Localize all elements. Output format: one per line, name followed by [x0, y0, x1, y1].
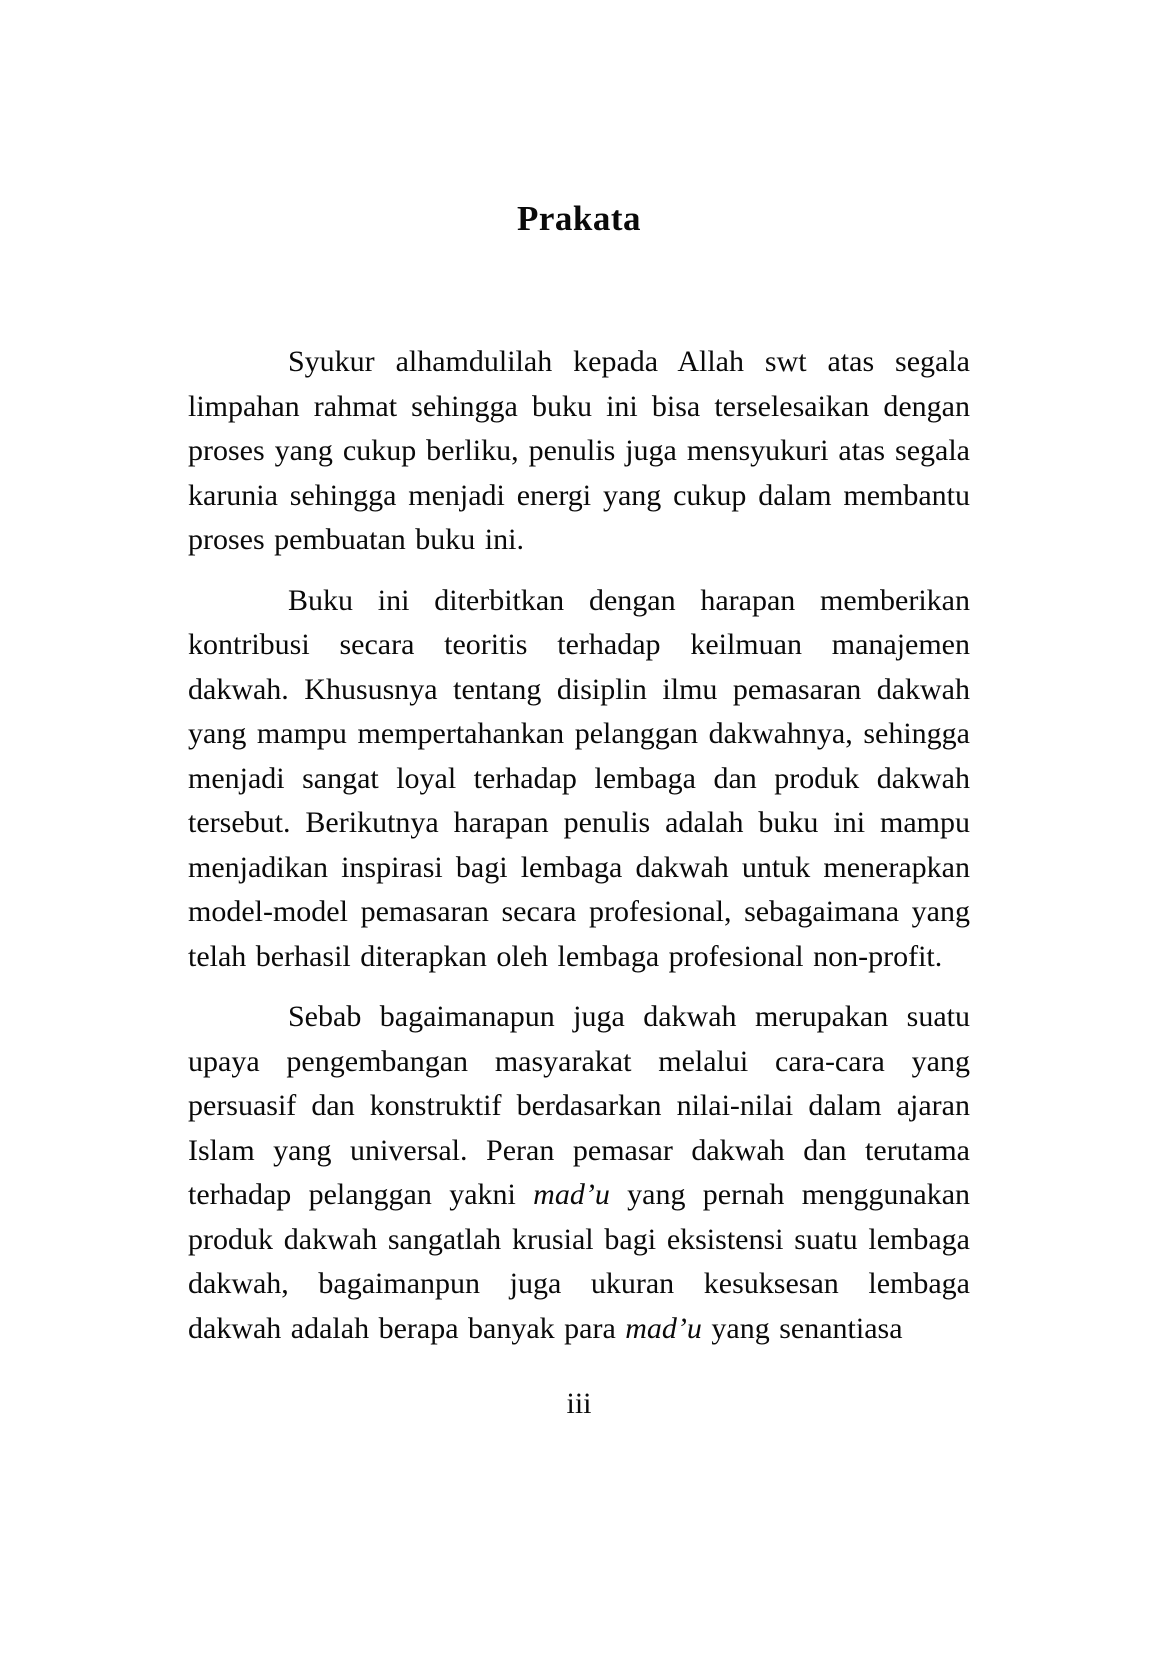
italic-term: mad’u [625, 1311, 702, 1345]
page-number: iii [566, 1387, 592, 1420]
paragraph [188, 995, 970, 1351]
text-segment: Sebab bagaimanapun juga dakwah merupakan suatu upaya pengembangan masyarakat melalui cara-cara yang persuasif dan konstruktif berdasarkan nilai-nilai dalam ajaran Islam yang universal. Peran pemasar dakwah dan terutama terhadap pelanggan yakni [188, 1000, 970, 1211]
page-title: Prakata [516, 199, 642, 238]
paragraph [188, 340, 970, 563]
text-segment: Syukur alhamdulilah kepada Allah swt atas segala limpahan rahmat sehingga buku ini bisa terselesaikan dengan proses yang cukup berliku, penulis juga mensyukuri atas segala karunia sehingga menjadi energi yang cukup dalam membantu proses pembuatan buku ini. [188, 345, 970, 556]
text-segment: yang pernah menggunakan produk dakwah sangatlah krusial bagi eksistensi suatu lembaga dakwah, bagaimanpun juga ukuran kesuksesan lembaga dakwah adalah berapa banyak para [188, 1178, 971, 1345]
italic-term: mad’u [533, 1178, 610, 1211]
paragraph [188, 579, 970, 980]
text-segment: Buku ini diterbitkan dengan harapan memberikan kontribusi secara teoritis terhadap keilmuan manajemen dakwah. Khususnya tentang disiplin ilmu pemasaran dakwah yang mampu mempertahankan pelanggan dakwahnya, sehingga menjadi sangat loyal terhadap lembaga dan produk dakwah tersebut. Berikutnya harapan penulis adalah buku ini mampu menjadikan inspirasi bagi lembaga dakwah untuk menerapkan model-model pemasaran secara profesional, sebagaimana yang telah berhasil diterapkan oleh lembaga profesional non-profit. [188, 583, 970, 973]
text-segment: yang senantiasa [701, 1311, 903, 1345]
preface-body [188, 340, 970, 1351]
